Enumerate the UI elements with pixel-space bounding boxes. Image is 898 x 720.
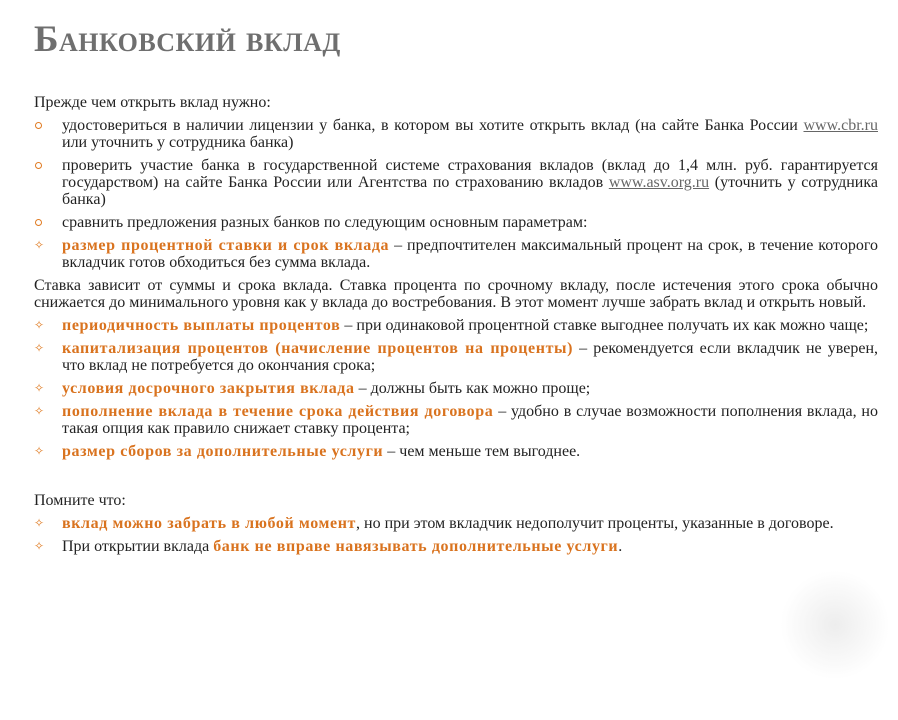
remember-heading: Помните что: (34, 492, 126, 509)
param-item: ✧ периодичность выплаты процентов – при одинаковой процентной ставке выгоднее получать их как можно чаще; (34, 317, 869, 334)
list-item (34, 157, 878, 208)
list-item (34, 117, 878, 151)
param-item: ✧ размер сборов за дополнительные услуги – чем меньше тем выгоднее. (34, 443, 581, 460)
item-text: или уточнить у сотрудника банка) (62, 134, 294, 151)
param-item: ✧ условия досрочного закрытия вклада – должны быть как можно проще; (34, 380, 591, 397)
param-highlight: условия досрочного закрытия вклада (62, 380, 355, 397)
item-text: (уточнить у сотрудника банка) (62, 174, 878, 208)
page-title: Банковский вклад (34, 19, 341, 60)
remember-highlight: вклад можно забрать в любой момент (62, 515, 356, 532)
param-text: – при одинаковой процентной ставке выгоднее получать их как можно чаще; (340, 317, 869, 334)
remember-highlight: банк не вправе навязывать дополнительные услуги (213, 538, 619, 555)
param-text: – удобно в случае возможности пополнения вклада, но такая опция как правило снижает ставку процента; (62, 403, 878, 437)
param-item: ✧ размер процентной ставки и срок вклада – предпочтителен максимальный процент на срок, в течение которого вкладчик готов обходиться без сумма вклада. (34, 237, 878, 271)
item-text: удостовериться в наличии лицензии у банка, в котором вы хотите открыть вклад (на сайте Банка России (62, 117, 804, 134)
intro-text: Прежде чем открыть вклад нужно: (34, 94, 271, 111)
param-text: – чем меньше тем выгоднее. (383, 443, 581, 460)
remember-item: ✧ вклад можно забрать в любой момент, но при этом вкладчик недополучит проценты, указанные в договоре. (34, 515, 834, 532)
param-highlight: размер сборов за дополнительные услуги (62, 443, 384, 460)
param-text: – рекомендуется если вкладчик не уверен, что вклад не потребуется до окончания срока; (62, 340, 879, 374)
param-item: ✧ капитализация процентов (начисление процентов на проценты) – рекомендуется если вкладчик не уверен, что вклад не потребуется до окончания срока; (34, 340, 879, 374)
remember-text: , но при этом вкладчик недополучит проценты, указанные в договоре. (356, 515, 834, 532)
list-item (34, 214, 878, 231)
param-text: – должны быть как можно проще; (354, 380, 591, 397)
asv-link[interactable]: www.asv.org.ru (608, 174, 710, 191)
remember-item: ✧ При открытии вклада банк не вправе навязывать дополнительные услуги. (34, 538, 623, 555)
cbr-link[interactable]: www.cbr.ru (803, 117, 878, 134)
slide-content (34, 94, 878, 561)
item-text: сравнить предложения разных банков по следующим основным параметрам: (62, 214, 588, 231)
param-item: ✧ пополнение вклада в течение срока действия договора – удобно в случае возможности пополнения вклада, но такая опция как правило снижает ставку процента; (34, 403, 878, 437)
param-highlight: пополнение вклада в течение срока действия договора (62, 403, 494, 420)
spacer (34, 466, 878, 492)
remember-text: При открытии вклада (62, 538, 214, 555)
param-highlight: размер процентной ставки и срок вклада (62, 237, 390, 254)
remember-text: . (618, 538, 623, 555)
param-highlight: периодичность выплаты процентов (62, 317, 341, 334)
param-text: – предпочтителен максимальный процент на срок, в течение которого вкладчик готов обходиться без сумма вклада. (62, 237, 878, 271)
item-text: проверить участие банка в государственной системе страхования вкладов (вклад до 1,4 млн. руб. гарантируется государством) на сайте Банка России или Агентства по страхованию вкладов (62, 157, 878, 191)
decorative-glow (780, 570, 890, 680)
param-highlight: капитализация процентов (начисление процентов на проценты) (62, 340, 574, 357)
rate-note: Ставка зависит от суммы и срока вклада. Ставка процента по срочному вкладу, после истечения этого срока обычно снижается до минимального уровня как у вклада до востребования. В этот момент лучше забрать вклад и открыть новый. (34, 277, 878, 311)
